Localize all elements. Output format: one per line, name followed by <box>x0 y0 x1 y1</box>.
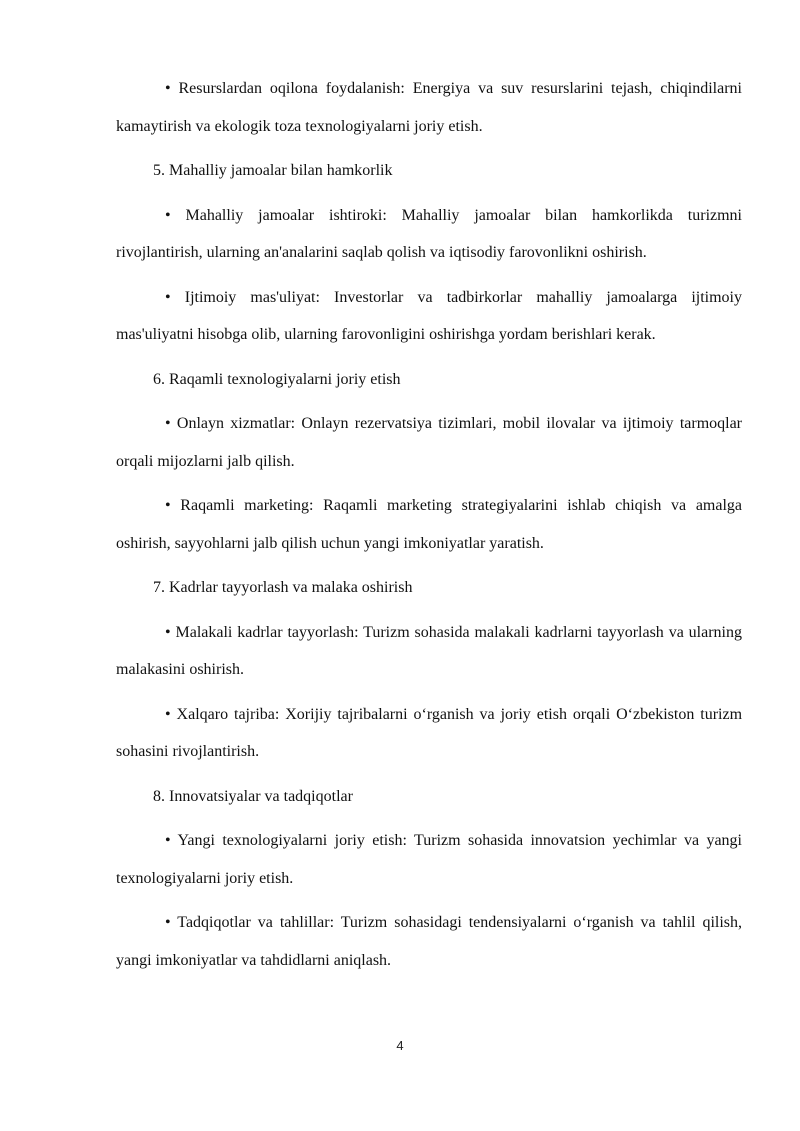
bullet-international-experience <box>116 696 742 771</box>
bullet-resource-efficiency <box>116 70 742 145</box>
bullet-text: Yangi texnologiyalarni joriy etish: Turizm sohasida innovatsion yechimlar va yangi texnologiyalarni joriy etish. <box>116 832 743 887</box>
bullet-qualified-staff <box>116 614 742 689</box>
bullet-mark: • <box>165 206 171 224</box>
bullet-mark: • <box>165 623 171 641</box>
bullet-text: Raqamli marketing: Raqamli marketing strategiyalarini ishlab chiqish va amalga oshirish, sayyohlarni jalb qilish uchun yangi imkoniyatlar yaratish. <box>116 497 743 552</box>
bullet-online-services <box>116 405 742 480</box>
bullet-text: Ijtimoiy mas'uliyat: Investorlar va tadbirkorlar mahalliy jamoalarga ijtimoiy mas'uliyatni hisobga olib, ularning farovonligini oshirishga yordam berishlari kerak. <box>116 288 743 343</box>
section-heading-5: 5. Mahalliy jamoalar bilan hamkorlik <box>153 162 393 179</box>
bullet-mark: • <box>165 705 171 723</box>
bullet-text: Resurslardan oqilona foydalanish: Energiya va suv resurslarini tejash, chiqindilarni kamaytirish va ekologik toza texnologiyalarni joriy etish. <box>116 80 743 135</box>
bullet-mark: • <box>165 80 171 97</box>
bullet-research-analysis <box>116 904 742 979</box>
bullet-text: Onlayn xizmatlar: Onlayn rezervatsiya tizimlari, mobil ilovalar va ijtimoiy tarmoqlar orqali mijozlarni jalb qilish. <box>116 415 743 470</box>
section-heading-7: 7. Kadrlar tayyorlash va malaka oshirish <box>153 579 413 596</box>
bullet-digital-marketing <box>116 487 742 562</box>
bullet-text: Tadqiqotlar va tahlillar: Turizm sohasidagi tendensiyalarni o‘rganish va tahlil qilish, yangi imkoniyatlar va tahdidlarni aniqlash. <box>116 914 743 969</box>
bullet-mark: • <box>165 497 171 514</box>
bullet-mark: • <box>165 415 171 432</box>
section-heading-6: 6. Raqamli texnologiyalarni joriy etish <box>153 370 401 388</box>
bullet-text: Mahalliy jamoalar ishtiroki: Mahalliy jamoalar bilan hamkorlikda turizmni rivojlantirish, ularning an'analarini saqlab qolish va iqtisodiy farovonlikni oshirish. <box>116 206 742 261</box>
bullet-social-responsibility <box>116 279 742 354</box>
bullet-text: Malakali kadrlar tayyorlash: Turizm sohasida malakali kadrlarni tayyorlash va ularning malakasini oshirish. <box>116 623 743 678</box>
section-heading-8: 8. Innovatsiyalar va tadqiqotlar <box>153 787 353 805</box>
page-number: 4 <box>396 1038 404 1053</box>
bullet-mark: • <box>165 288 171 306</box>
bullet-mark: • <box>165 914 171 931</box>
bullet-new-technologies <box>116 822 742 897</box>
bullet-text: Xalqaro tajriba: Xorijiy tajribalarni o‘rganish va joriy etish orqali O‘zbekiston turizm sohasini rivojlantirish. <box>116 705 743 760</box>
bullet-local-community-participation <box>116 197 742 272</box>
document-body <box>116 70 742 986</box>
bullet-mark: • <box>165 832 171 849</box>
